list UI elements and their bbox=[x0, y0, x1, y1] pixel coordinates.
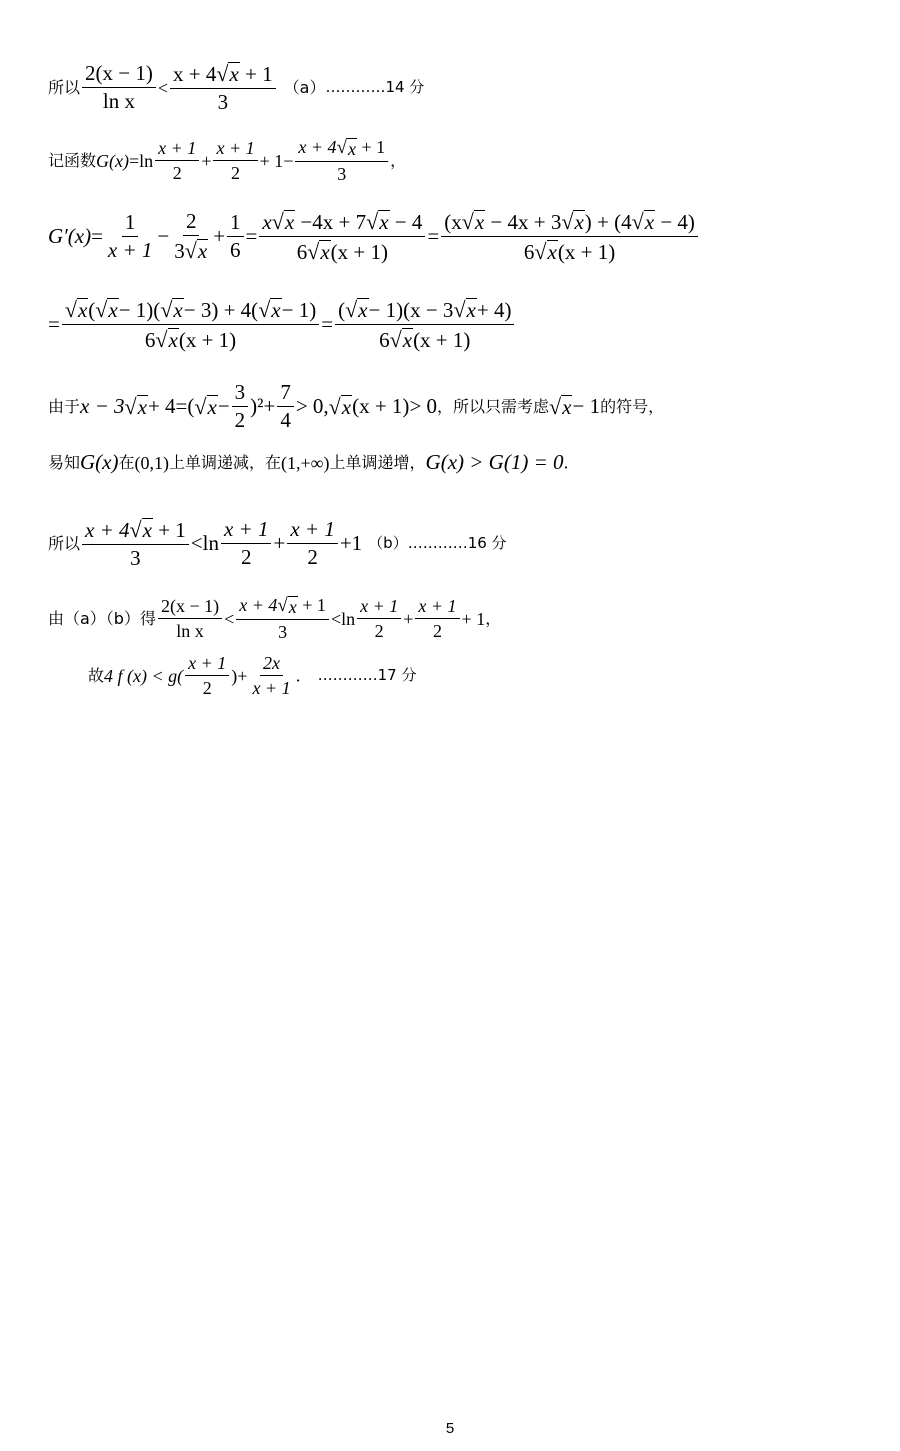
term: + 1 bbox=[245, 61, 273, 86]
denominator: 2 bbox=[234, 408, 246, 432]
fraction bbox=[62, 298, 319, 351]
radicand: x bbox=[229, 62, 239, 86]
numerator bbox=[441, 210, 698, 237]
sqrt bbox=[390, 328, 413, 351]
minus: − bbox=[217, 394, 230, 418]
term: − 1 bbox=[572, 394, 601, 418]
score-mark: …………16 分 bbox=[407, 534, 507, 552]
term: )² bbox=[250, 394, 264, 418]
numerator bbox=[259, 210, 425, 237]
fraction bbox=[171, 211, 211, 262]
sqrt bbox=[549, 395, 572, 418]
term: + 1 bbox=[158, 517, 186, 542]
line-1 bbox=[48, 62, 424, 113]
sqrt bbox=[534, 240, 557, 263]
equals: = bbox=[48, 312, 60, 336]
punctuation: ． bbox=[563, 452, 580, 472]
denominator: 2 bbox=[307, 545, 318, 569]
equals: = bbox=[245, 224, 258, 248]
punctuation: ． bbox=[295, 665, 312, 685]
radicand: x bbox=[379, 210, 389, 234]
term: − 1) bbox=[281, 297, 317, 322]
fraction bbox=[155, 139, 199, 182]
radicand: x bbox=[358, 298, 368, 322]
denominator bbox=[142, 325, 239, 351]
coef: 6 bbox=[296, 239, 308, 264]
page-number: 5 bbox=[445, 1420, 455, 1437]
term: ( bbox=[338, 297, 346, 322]
numerator: 1 bbox=[227, 212, 244, 237]
fraction bbox=[185, 654, 229, 697]
term: + 1 bbox=[259, 150, 284, 171]
term: + 1 bbox=[361, 137, 386, 158]
term: x + 4 bbox=[239, 595, 278, 616]
equals: = bbox=[427, 224, 440, 248]
comparison: G(x) > G(1) = 0 bbox=[425, 450, 564, 474]
radical-sign: √ bbox=[277, 595, 288, 617]
term: x + 4 bbox=[85, 517, 130, 542]
sqrt bbox=[160, 298, 183, 321]
numerator bbox=[295, 138, 388, 162]
line-5 bbox=[48, 382, 664, 431]
radical-sign: √ bbox=[345, 296, 358, 322]
fraction bbox=[295, 138, 388, 183]
radical-sign: √ bbox=[216, 60, 229, 86]
term: (x + 1) bbox=[557, 239, 616, 264]
radical-sign: √ bbox=[194, 393, 207, 419]
score-mark: …………17 分 bbox=[317, 666, 417, 684]
tag-a: （a） bbox=[283, 77, 326, 97]
numerator: 2x bbox=[260, 654, 283, 676]
text-lead: 易知 bbox=[48, 452, 81, 472]
interval: (1,+∞) bbox=[281, 452, 330, 473]
radicand: x bbox=[168, 328, 178, 352]
text-lead: 所以 bbox=[48, 77, 81, 97]
sqrt bbox=[65, 298, 88, 321]
radicand: x bbox=[466, 298, 476, 322]
term: + 1 bbox=[302, 595, 326, 616]
sqrt bbox=[462, 210, 485, 233]
term: x bbox=[262, 209, 272, 234]
plus: + bbox=[263, 394, 276, 418]
radicand: x bbox=[347, 139, 356, 159]
denominator: 4 bbox=[280, 408, 291, 432]
fraction bbox=[335, 298, 514, 351]
text: 在 bbox=[118, 452, 135, 472]
radical-sign: √ bbox=[453, 296, 466, 322]
term: ( bbox=[88, 297, 96, 322]
denominator: 2 bbox=[231, 163, 241, 183]
fraction bbox=[236, 596, 329, 641]
numerator: x + 1 bbox=[185, 654, 229, 676]
fraction bbox=[158, 597, 222, 640]
fraction bbox=[105, 212, 156, 261]
denominator bbox=[294, 237, 391, 263]
denominator: 2 bbox=[432, 621, 442, 641]
sqrt bbox=[561, 210, 584, 233]
radicand: x bbox=[341, 395, 352, 419]
numerator: 2 bbox=[183, 211, 200, 236]
sqrt bbox=[337, 138, 357, 158]
radical-sign: √ bbox=[534, 238, 547, 264]
term: ) + (4 bbox=[584, 209, 632, 234]
punctuation: ， bbox=[485, 608, 502, 628]
text-lead: 记函数 bbox=[48, 150, 97, 170]
fraction bbox=[170, 62, 276, 113]
fraction bbox=[227, 212, 244, 261]
radicand: x bbox=[474, 210, 485, 234]
line-8 bbox=[48, 596, 501, 641]
term: −4x + 7 bbox=[300, 209, 367, 234]
function-G: G(x) bbox=[80, 450, 119, 474]
function-G: G(x) bbox=[96, 150, 129, 171]
term: − 3) + 4( bbox=[183, 297, 259, 322]
term: − 4 bbox=[394, 209, 423, 234]
denominator: ln x bbox=[176, 621, 204, 641]
radicand: x bbox=[644, 210, 655, 234]
text-lead: 由（a）（b）得 bbox=[48, 608, 156, 628]
term: (x bbox=[444, 209, 462, 234]
denominator: 2 bbox=[240, 545, 252, 569]
radical-sign: √ bbox=[389, 326, 402, 352]
radicand: x bbox=[142, 518, 152, 542]
radical-sign: √ bbox=[184, 237, 197, 263]
term: (x + 1) bbox=[413, 327, 471, 352]
numerator bbox=[82, 518, 189, 545]
radicand: x bbox=[207, 395, 217, 419]
denominator bbox=[521, 237, 618, 263]
denominator: 6 bbox=[230, 238, 241, 262]
term: 4 f (x) < g( bbox=[104, 665, 184, 686]
numerator: 2(x − 1) bbox=[82, 63, 156, 88]
text: 上单调递增， bbox=[329, 452, 426, 472]
line-3 bbox=[48, 210, 700, 263]
minus: − bbox=[283, 150, 294, 171]
radical-sign: √ bbox=[124, 393, 137, 419]
term: (x + 1) bbox=[178, 327, 237, 352]
radical-sign: √ bbox=[160, 296, 173, 322]
plus: + bbox=[213, 224, 226, 248]
term: − 1)(x − 3 bbox=[368, 297, 454, 322]
derivative-G: G′(x) bbox=[48, 224, 92, 248]
line-6 bbox=[48, 452, 580, 473]
sqrt bbox=[130, 518, 153, 541]
coef: 6 bbox=[523, 239, 535, 264]
line-7 bbox=[48, 518, 507, 569]
radical-sign: √ bbox=[129, 516, 142, 542]
ln: ln bbox=[202, 531, 219, 555]
fraction bbox=[441, 210, 698, 263]
sqrt bbox=[258, 298, 281, 321]
line-4 bbox=[48, 298, 516, 351]
numerator: 1 bbox=[122, 212, 139, 237]
denominator bbox=[171, 236, 211, 262]
radical-sign: √ bbox=[95, 296, 108, 322]
line-9 bbox=[88, 654, 416, 697]
coef: 6 bbox=[144, 327, 156, 352]
term: (x + 1) bbox=[330, 239, 389, 264]
sqrt bbox=[95, 298, 118, 321]
text: 上单调递减，在 bbox=[169, 452, 282, 472]
numerator: x + 1 bbox=[287, 519, 338, 544]
radicand: x bbox=[320, 240, 330, 264]
fraction bbox=[277, 382, 294, 431]
numerator: x + 1 bbox=[213, 139, 257, 161]
denominator: 2 bbox=[374, 621, 384, 641]
radicand: x bbox=[77, 298, 88, 322]
fraction bbox=[287, 519, 338, 568]
denominator: 3 bbox=[278, 622, 288, 642]
sqrt bbox=[329, 395, 352, 418]
term: − 4) bbox=[660, 209, 695, 234]
radicand: x bbox=[271, 298, 281, 322]
plus: + bbox=[201, 150, 212, 171]
radicand: x bbox=[547, 240, 557, 264]
text-lead: 故 bbox=[88, 665, 105, 685]
minus: − bbox=[157, 224, 170, 248]
term: x + 4 bbox=[298, 137, 337, 158]
radical-sign: √ bbox=[461, 208, 474, 234]
radical-sign: √ bbox=[631, 208, 644, 234]
fraction bbox=[232, 382, 249, 431]
plus: + bbox=[237, 665, 248, 686]
term: + 4 bbox=[147, 394, 176, 418]
fraction bbox=[415, 597, 459, 640]
text-lead: 所以 bbox=[48, 533, 81, 553]
radical-sign: √ bbox=[328, 393, 341, 419]
term: − 4x + 3 bbox=[490, 209, 562, 234]
plus: + bbox=[403, 608, 414, 629]
sqrt bbox=[345, 298, 368, 321]
radicand: x bbox=[284, 210, 295, 234]
radical-sign: √ bbox=[336, 137, 347, 159]
radical-sign: √ bbox=[64, 296, 77, 322]
radical-sign: √ bbox=[549, 393, 562, 419]
denominator: 3 bbox=[130, 546, 141, 570]
radicand: x bbox=[574, 210, 584, 234]
term: +1 bbox=[339, 531, 363, 555]
numerator bbox=[62, 298, 319, 325]
score-mark: …………14 分 bbox=[325, 78, 425, 96]
term: > 0, bbox=[295, 394, 329, 418]
sqrt bbox=[194, 395, 217, 418]
numerator: 3 bbox=[232, 382, 249, 407]
equals: = bbox=[321, 312, 334, 336]
term: (x + 1) bbox=[352, 394, 410, 418]
radical-sign: √ bbox=[307, 238, 320, 264]
radical-sign: √ bbox=[366, 208, 379, 234]
fraction bbox=[357, 597, 401, 640]
fraction bbox=[221, 519, 272, 568]
less-than: < bbox=[190, 531, 203, 555]
less-than: < bbox=[157, 77, 169, 98]
term: x + 4 bbox=[173, 61, 217, 86]
sqrt bbox=[155, 328, 178, 351]
tag-b: （b） bbox=[368, 534, 408, 552]
radicand: x bbox=[197, 239, 208, 263]
radical-sign: √ bbox=[271, 208, 284, 234]
radicand: x bbox=[402, 328, 413, 352]
term: > 0 bbox=[409, 394, 438, 418]
equals: = bbox=[91, 224, 103, 248]
denominator: 3 bbox=[337, 164, 347, 184]
numerator: x + 1 bbox=[155, 139, 199, 161]
numerator: 2(x − 1) bbox=[158, 597, 222, 619]
fraction bbox=[249, 654, 293, 697]
sqrt bbox=[453, 298, 476, 321]
sqrt bbox=[632, 210, 655, 233]
fraction bbox=[82, 518, 189, 569]
sqrt bbox=[277, 596, 297, 616]
less-than: < bbox=[224, 608, 235, 629]
fraction bbox=[82, 63, 156, 112]
numerator: x + 1 bbox=[415, 597, 459, 619]
denominator: x + 1 bbox=[252, 678, 291, 698]
term: + 1 bbox=[461, 608, 486, 629]
denominator: x + 1 bbox=[107, 238, 153, 262]
numerator: x + 1 bbox=[221, 519, 272, 544]
radical-sign: √ bbox=[561, 208, 574, 234]
coef: 3 bbox=[174, 238, 185, 263]
text-mid: ，所以只需考虑 bbox=[437, 396, 550, 416]
plus: + bbox=[273, 531, 286, 555]
sqrt bbox=[125, 395, 148, 418]
denominator: 3 bbox=[217, 90, 229, 114]
ln: ln bbox=[341, 608, 356, 629]
fraction bbox=[213, 139, 257, 182]
radicand: x bbox=[137, 395, 147, 419]
interval: (0,1) bbox=[134, 452, 170, 473]
sqrt bbox=[185, 239, 208, 262]
numerator: x + 1 bbox=[357, 597, 401, 619]
punctuation: ， bbox=[390, 150, 407, 170]
radicand: x bbox=[562, 395, 572, 419]
term: x − 3 bbox=[80, 394, 125, 418]
radicand: x bbox=[173, 298, 183, 322]
sqrt bbox=[307, 240, 330, 263]
coef: 6 bbox=[379, 327, 390, 352]
term: − 1)( bbox=[118, 297, 161, 322]
numerator bbox=[170, 62, 276, 89]
term: ) bbox=[231, 665, 238, 686]
term: + 4) bbox=[476, 297, 512, 322]
equals: = bbox=[175, 394, 188, 418]
radical-sign: √ bbox=[258, 296, 271, 322]
denominator: 2 bbox=[202, 678, 212, 698]
radicand: x bbox=[108, 298, 118, 322]
sqrt bbox=[366, 210, 389, 233]
text-lead: 由于 bbox=[48, 396, 81, 416]
line-2 bbox=[48, 138, 406, 183]
denominator: ln x bbox=[102, 89, 135, 113]
numerator: 7 bbox=[277, 382, 294, 407]
less-than: < bbox=[330, 608, 342, 629]
sqrt bbox=[216, 62, 239, 85]
text-tail: 的符号， bbox=[600, 396, 665, 416]
fraction bbox=[259, 210, 425, 263]
term: ( bbox=[187, 394, 195, 418]
denominator: 2 bbox=[172, 163, 182, 183]
sqrt bbox=[272, 210, 295, 233]
numerator bbox=[236, 596, 329, 620]
radical-sign: √ bbox=[155, 326, 168, 352]
numerator bbox=[335, 298, 514, 325]
ln: ln bbox=[139, 150, 154, 171]
denominator bbox=[376, 325, 473, 351]
equals: = bbox=[129, 150, 140, 171]
radicand: x bbox=[288, 597, 297, 617]
